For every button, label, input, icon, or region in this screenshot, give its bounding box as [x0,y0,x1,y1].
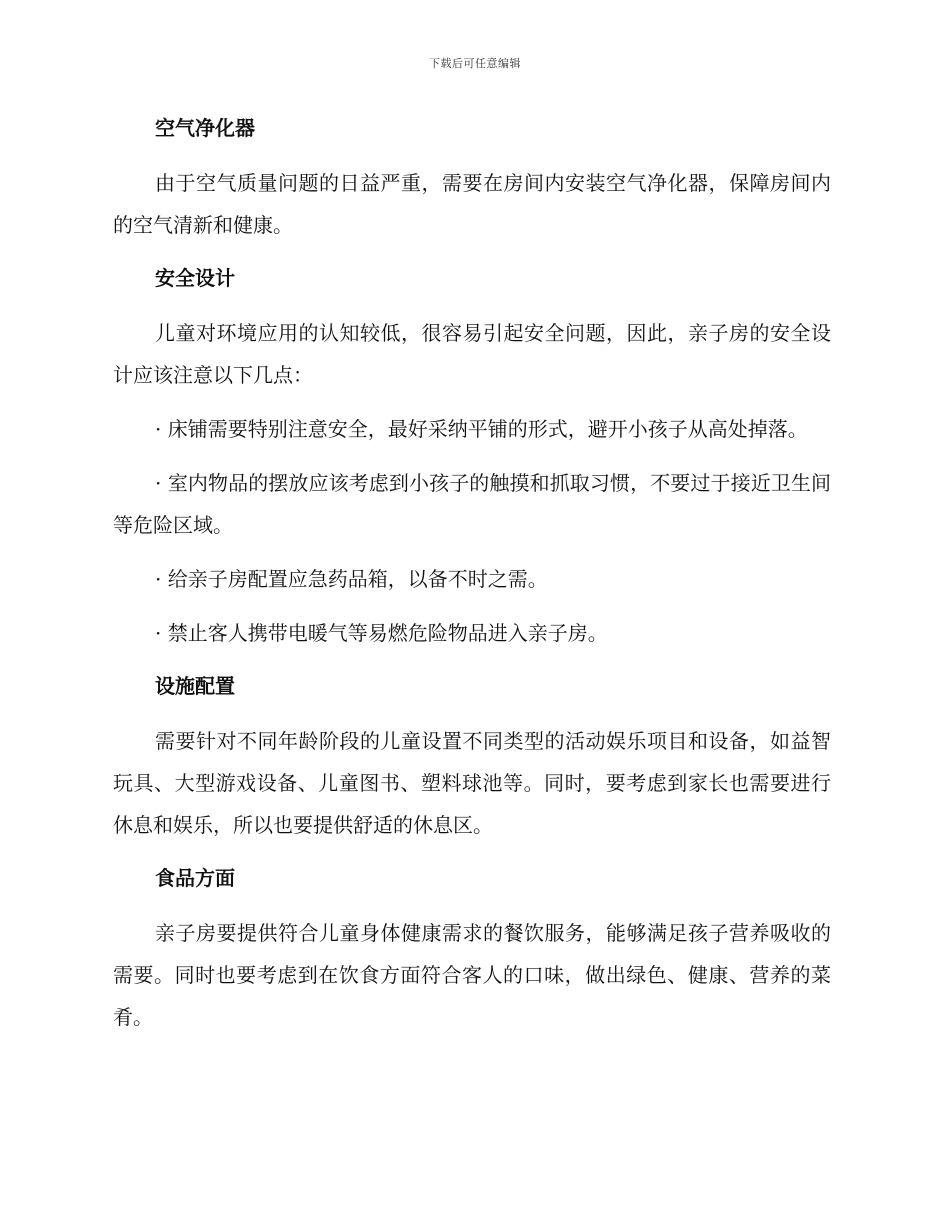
section-heading-food: 食品方面 [155,866,235,890]
paragraph: 儿童对环境应用的认知较低，很容易引起安全问题，因此，亲子房的安全设计应该注意以下几点： [113,321,831,387]
document-body [113,108,831,1050]
bullet-item: · 禁止客人携带电暖气等易燃危险物品进入亲子房。 [155,621,608,645]
bullet-item: · 室内物品的摆放应该考虑到小孩子的触摸和抓取习惯，不要过于接近卫生间等危险区域。 [113,471,831,537]
header-note: 下载后可任意编辑 [429,57,521,70]
paragraph: 由于空气质量问题的日益严重，需要在房间内安装空气净化器，保障房间内的空气清新和健康。 [113,171,831,237]
section-heading-air-purifier: 空气净化器 [155,116,255,140]
paragraph: 需要针对不同年龄阶段的儿童设置不同类型的活动娱乐项目和设备，如益智玩具、大型游戏设备、儿童图书、塑料球池等。同时，要考虑到家长也需要进行休息和娱乐，所以也要提供舒适的休息区。 [113,729,831,837]
paragraph: 亲子房要提供符合儿童身体健康需求的餐饮服务，能够满足孩子营养吸收的需要。同时也要考虑到在饮食方面符合客人的口味，做出绿色、健康、营养的菜肴。 [113,921,831,1029]
bullet-item: · 床铺需要特别注意安全，最好采纳平铺的形式，避开小孩子从高处掉落。 [155,417,808,441]
bullet-item: · 给亲子房配置应急药品箱，以备不时之需。 [155,567,548,591]
section-heading-facilities: 设施配置 [155,674,235,698]
section-heading-safety-design: 安全设计 [155,266,235,290]
